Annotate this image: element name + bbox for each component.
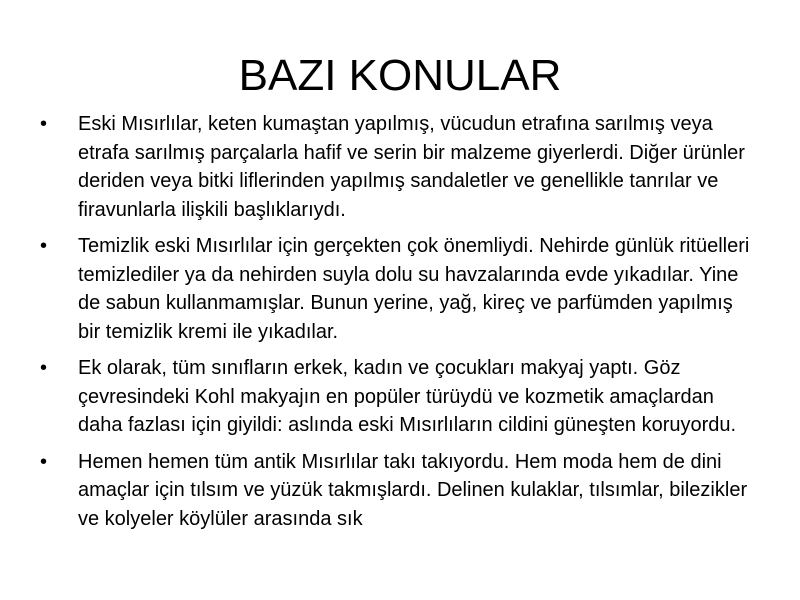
bullet-text: Temizlik eski Mısırlılar için gerçekten çok önemliydi. Nehirde günlük ritüelleri temizlediler ya da nehirden suyla dolu su havzalarında evde yıkadılar. Yine de sabun kullanmamışlar. Bunun yerine, yağ, kireç ve parfümden yapılmış bir temizlik kremi ile yıkadılar. xyxy=(78,235,750,343)
slide-title: BAZI KONULAR xyxy=(238,51,562,100)
bullet-text: Eski Mısırlılar, keten kumaştan yapılmış, vücudun etrafına sarılmış veya etrafa sarılmış parçalarla hafif ve serin bir malzeme giyerlerdi. Diğer ürünler deriden veya bitki liflerinden yapılmış sandaletler ve genellikle tanrılar ve firavunlarla ilişkili başlıklarıydı. xyxy=(78,113,745,221)
bullet-icon: • xyxy=(40,450,48,473)
bullet-icon: • xyxy=(40,357,48,379)
bullet-icon: • xyxy=(40,113,48,135)
bullet-text: Hemen hemen tüm antik Mısırlılar takı takıyordu. Hem moda hem de dini amaçlar için tılsım ve yüzük takmışlardı. Delinen kulaklar, tılsımlar, bilezikler ve kolyeler köylüler arasında sık xyxy=(78,450,748,530)
list-item xyxy=(40,448,760,534)
list-item xyxy=(40,354,760,440)
bullet-icon: • xyxy=(40,235,48,257)
list-item xyxy=(40,110,760,224)
list-item xyxy=(40,232,760,346)
bullet-text: Ek olarak, tüm sınıfların erkek, kadın ve çocukları makyaj yaptı. Göz çevresindeki Kohl makyajın en popüler türüydü ve kozmetik amaçlardan daha fazlası için giyildi: aslında eski Mısırlıların cildini güneşten koruyordu. xyxy=(78,357,737,436)
bullet-list xyxy=(40,110,760,541)
